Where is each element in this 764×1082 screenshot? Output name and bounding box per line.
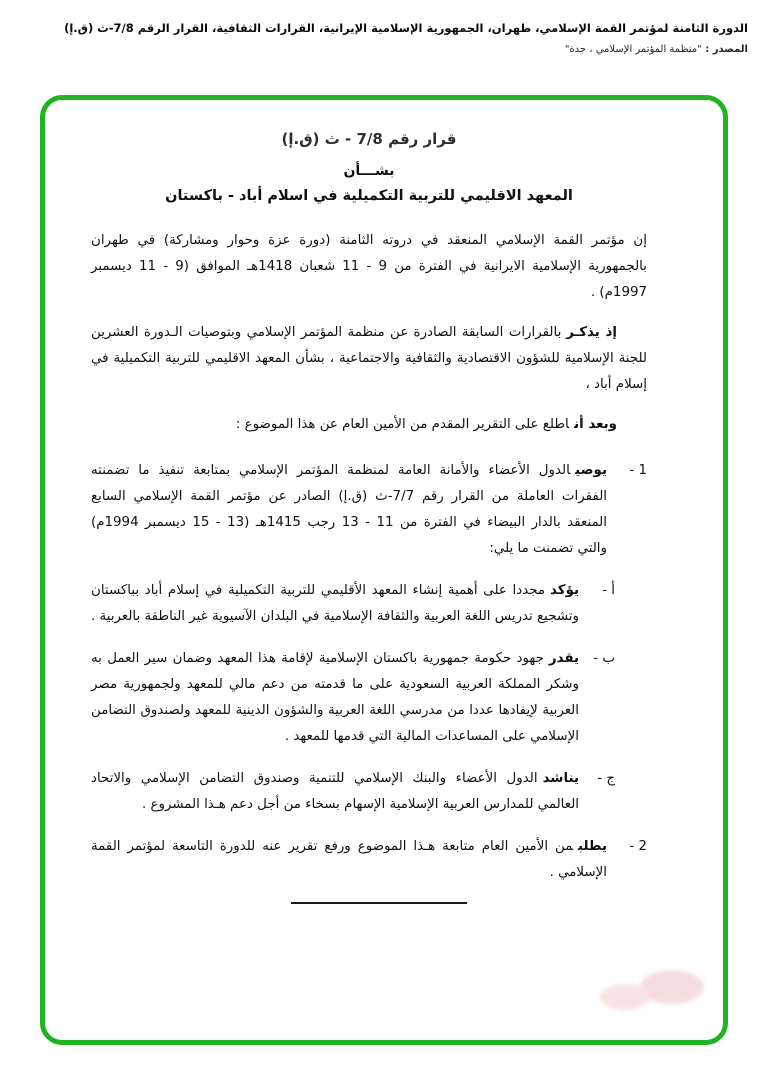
item-lead: يؤكد	[550, 583, 579, 598]
list-item	[91, 646, 647, 750]
paragraph-lead: وبعد أن	[574, 417, 617, 432]
list-item	[91, 834, 647, 886]
list-item	[91, 578, 647, 630]
item-text	[91, 646, 579, 750]
item-text	[91, 834, 607, 886]
item-text	[91, 766, 579, 818]
item-lead: يقدر	[548, 651, 579, 666]
source-label: المصدر :	[705, 44, 748, 55]
item-lead: يطلب	[577, 839, 607, 854]
resolution-frame	[40, 95, 728, 1045]
item-marker: 2 -	[629, 839, 647, 854]
citation-header	[16, 20, 748, 55]
report-paragraph	[91, 412, 647, 438]
item-body-text: مجددا على أهمية إنشاء المعهد الأقليمي للتربية التكميلية في إسلام أباد بباكستان وتشجيع تدريس اللغة العربية والثقافة الإسلامية في البلدان الآسيوية غير الناطقة بالعربية .	[91, 583, 579, 624]
paragraph-lead: إذ يذكـر	[566, 325, 617, 340]
item-body-text: من الأمين العام متابعة هـذا الموضوع ورفع تقرير عنه للدورة التاسعة لمؤتمر القمة الإسلامي .	[91, 839, 607, 880]
subject-label: بشـــأن	[343, 163, 395, 179]
source-line	[16, 44, 748, 55]
preamble-paragraph: إن مؤتمر القمة الإسلامي المنعقد في دروته الثامنة (دورة عزة وحوار ومشاركة) في طهران بالجمهورية الإسلامية الايرانية في الفترة من 9 - 11 شعبان 1418هـ الموافق (9 - 11 ديسمبر 1997م) .	[91, 233, 647, 300]
item-text	[91, 458, 607, 562]
recalling-paragraph	[91, 320, 647, 398]
item-body-text: جهود حكومة جمهورية باكستان الإسلامية لإقامة هذا المعهد وضمان سير العمل به وشكر المملكة العربية السعودية على ما قدمته من دعم مالي للمعهد ولجمهورية مصر العربية لإيفادها عددا من مدرسي اللغة العربية والشؤون الدينية للمعهد ولصندوق التضامن الإسلامي على المساعدات المالية التي قدمها للمعهد .	[91, 651, 579, 744]
citation-line: الدورة الثامنة لمؤتمر القمة الإسلامي، طهران، الجمهورية الإسلامية الإيرانية، القرارات الثقافية، القرار الرقم 7/8-ث (ق.إ)	[64, 21, 748, 35]
source-value: "منظمة المؤتمر الإسلامي ، جدة"	[564, 44, 702, 55]
resolution-subject: المعهد الاقليمي للتربية التكميلية في اسلام أباد - باكستان	[165, 188, 573, 204]
item-lead: يوصي	[575, 463, 607, 478]
item-marker: 1 -	[629, 463, 647, 478]
item-body-text: الدول الأعضاء والبنك الإسلامي للتنمية وصندوق التضامن الإسلامي والاتحاد العالمي للمدارس العربية الإسلامية الإسهام بسخاء من أجل دعم هـذا المشروع .	[91, 771, 579, 812]
item-marker: ج -	[597, 771, 615, 786]
item-body-text: الدول الأعضاء والأمانة العامة لمنظمة المؤتمر الإسلامي بمتابعة تنفيذ ما تضمنته الفقرات العاملة من القرار رقم 7/7-ث (ق.إ) الصادر عن مؤتمر القمة الإسلامي السابع المنعقد بالدار البيضاء في الفترة من 11 - 13 رجب 1415هـ (13 - 15 ديسمبر 1994م) والتي تضمنت ما يلي:	[91, 463, 607, 556]
list-item	[91, 458, 647, 562]
item-text	[91, 578, 579, 630]
item-lead: يناشد	[542, 771, 579, 786]
footer-rule	[291, 902, 467, 904]
item-marker: أ -	[602, 583, 615, 598]
paragraph-text: بالقرارات السابقة الصادرة عن منظمة المؤتمر الإسلامي وبتوصيات الـدورة العشرين للجنة الإسلامية للشؤون الاقتصادية والثقافية والاجتماعية ، بشأن المعهد الاقليمي للتربية التكميلية في إسلام أباد ،	[91, 325, 647, 392]
paragraph-text: اطلع على التقرير المقدم من الأمين العام عن هذا الموضوع :	[235, 417, 570, 432]
list-item	[91, 766, 647, 818]
resolution-title: قرار رقم 7/8 - ث (ق.إ)	[281, 130, 457, 148]
item-marker: ب -	[593, 651, 615, 666]
